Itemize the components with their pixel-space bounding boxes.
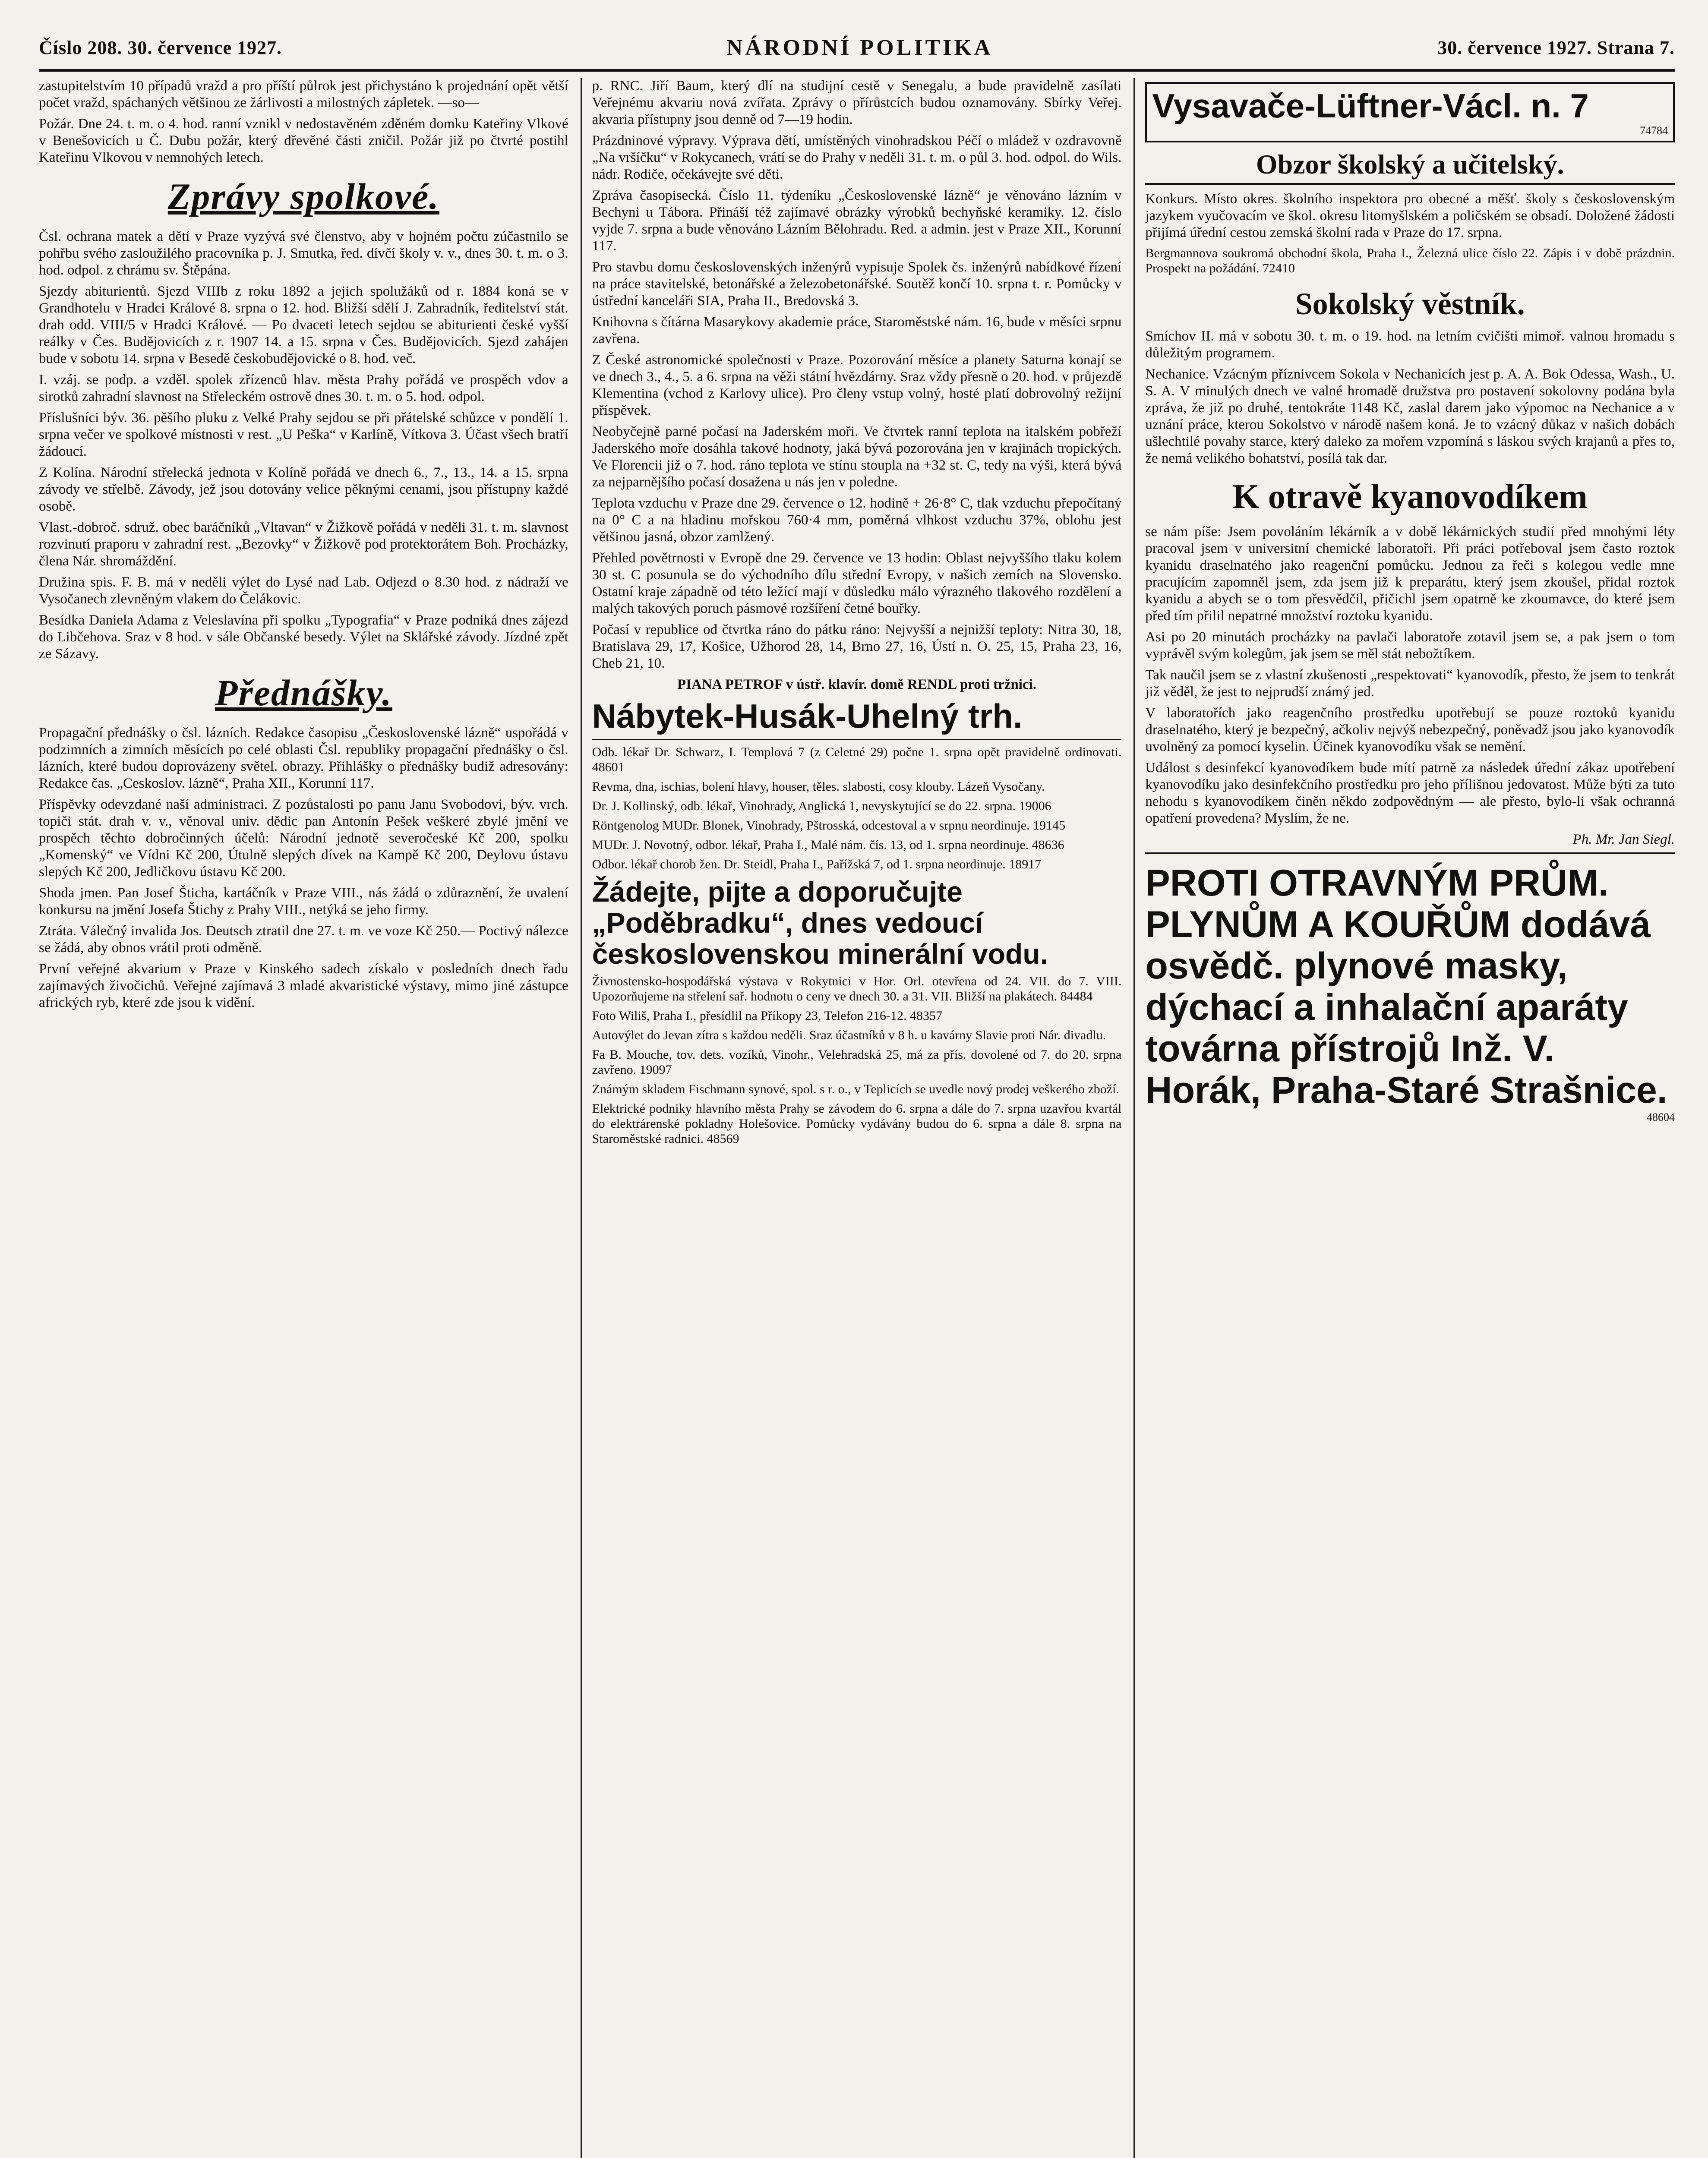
kyan-paragraph: Asi po 20 minutách procházky na pavlači laboratoře zotavil jsem se, a pak jsem o tom vyprávěl svým kolegům, jak jsem se měl stát nebožtíkem. (1145, 629, 1675, 662)
news-item: Neobyčejně parné počasí na Jaderském moři. Ve čtvrtek ranní teplota na italském pobřeží Jaderského moře dosáhla takové hodnoty, jaká bývá pozorována jen v krajinách tropických. Ve Florencii již o 7. hod. ráno teplota ve stínu stoupla na +32 st. C, tedy na výši, která bývá za nejparnějšího počasí dosažena u nás jen v poledne. (592, 424, 1122, 490)
newspaper-title: NÁRODNÍ POLITIKA (726, 35, 993, 60)
podebradka-ad: Žádejte, pijte a doporučujte „Poděbradku“, dnes vedoucí československou minerální vodu. (592, 876, 1048, 970)
article-signature: Ph. Mr. Jan Siegl. (1572, 832, 1675, 847)
notice: Revma, dna, ischias, bolení hlavy, houser, těles. slabosti, cosy klouby. Lázeň Vysočany. (592, 779, 1045, 794)
section-title-spolkove: Zprávy spolkové. (167, 176, 439, 217)
issue-info: Číslo 208. 30. července 1927. (39, 37, 282, 58)
obzor-title: Obzor školský a učitelský. (1145, 148, 1675, 185)
news-item: Družina spis. F. B. má v neděli výlet do Lysé nad Lab. Odjezd o 8.30 hod. z nádraží ve Vysočanech zlevněným vlakem do Čelákovic. (39, 574, 568, 607)
news-item: Sjezdy abiturientů. Sjezd VIIIb z roku 1892 a jejich spolužáků od r. 1884 koná se v Grandhotelu v Hradci Králové 8. srpna o 12. hod. Bližší sdělí J. Zahradník, ředitelství stát. drah odd. VIII/5 v Hradci Králové. — Po dvaceti letech sejdou se abiturienti české vyšší reálky v Čes. Budějovicích z r. 1907 14. a 15. srpna v Čes. Budějovicích. Sjezd zahájen bude v sobotu 14. srpna v Besedě českobudějovické o 8. hod. več. (39, 284, 568, 366)
masthead (39, 26, 1675, 72)
newspaper-page (39, 26, 1675, 2158)
notice: MUDr. J. Novotný, odbor. lékař, Praha I., Malé nám. čís. 13, od 1. srpna neordinuje. 48636 (592, 838, 1064, 852)
kyan-paragraph: Událost s desinfekcí kyanovodíkem bude mítí patrně za následek úřední zákaz upotřebení kyanovodíku jako desinfekčního prostředku pro jeho přílišnou jedovatost. Může býti za tuto nehodu s kyanovodíkem činěn někdo zodpovědným — ale přesto, bylo-li však ochranná opatření provedena? Myslím, že ne. (1145, 760, 1675, 826)
news-item: I. vzáj. se podp. a vzděl. spolek zřízenců hlav. města Prahy pořádá ve prospěch vdov a sirotků zahradní slavnost na Střeleckém ostrově dnes 30. t. m. o 5. hod. odpol. (39, 372, 568, 404)
divider (1145, 852, 1675, 854)
notice: Známým skladem Fischmann synové, spol. s r. o., v Teplicích se uvedle nový prodej veškerého zboží. (592, 1082, 1119, 1096)
kyanovodik-title: K otravě kyanovodíkem (1232, 478, 1588, 516)
news-item: Pro stavbu domu československých inženýrů vypisuje Spolek čs. inženýrů nabídkové řízení na práce stavitelské, betonářské a železobetonářské. Soutěž končí 10. srpna t. r. Pomůcky v ústřední kanceláři SIA, Praha II., Bredovská 3. (592, 259, 1122, 309)
news-item: Přehled povětrnosti v Evropě dne 29. července ve 13 hodin: Oblast nejvyššího tlaku kolem 30 st. C posunula se do východního dílu střední Evropy, v našich zemích na Slovensko. Ostatní kraje západně od této ležící mají v důsledku málo výrazného tlakového rozdělení a malých takových poruch pásmové rozšíření četné bouřky. (592, 550, 1122, 616)
vestnik-item: Smíchov II. má v sobotu 30. t. m. o 19. hod. na letním cvičišti mimoř. valnou hromadu s důležitým programem. (1145, 328, 1675, 361)
column-3 (1133, 78, 1675, 2158)
news-item: p. RNC. Jiří Baum, který dlí na studijní cestě v Senegalu, a bude pravidelně zasílati Veřejnému akvariu nová zvířata. Zprávy o přírůstcích budou oznamovány. Sbírky Veřej. akvaria přístupny jsou denně od 7—19 hodin. (592, 78, 1122, 127)
ad-number: 48604 (1647, 1111, 1675, 1123)
notice: Fa B. Mouche, tov. dets. vozíků, Vinohr., Velehradská 25, má za přís. dovolené od 7. do 20. srpna zavřeno. 19097 (592, 1047, 1122, 1077)
pozar-paragraph: Požár. Dne 24. t. m. o 4. hod. ranní vznikl v nedostavěném zděném domku Kateřiny Vlkové v Benešovicích u Č. Dubu požár, který dřevěné části zničil. Požár již po čtvrté postihl Kateřinu Vlkovou v nemnohých letech. (39, 116, 568, 165)
notice: Odb. lékař Dr. Schwarz, I. Templová 7 (z Celetné 29) počne 1. srpna opět pravidelně ordinovati. 48601 (592, 745, 1122, 774)
column-2 (581, 78, 1122, 2158)
news-item: Z Kolína. Národní střelecká jednota v Kolíně pořádá ve dnech 6., 7., 13., 14. a 15. srpna závody ve střelbě. Závody, jež jsou dotovány velice pěknými cenami, jsou přístupny každé osobě. (39, 465, 568, 514)
news-item: Příspěvky odevzdané naší administraci. Z pozůstalosti po panu Janu Svobodovi, býv. vrch. topiči stát. drah v. v., věnoval univ. dědic pan Antonín Pešek veškeré zbylé jmění ve prospěch těchto dobročinných účelů: Národní jednotě severočeské Kč 200, spolku „Komenský“ ve Vídni Kč 200, Útulně slepých dívek na Kampě Kč 200, Deylovu ústavu slepých Kč 200, Jedličkovu ústavu Kč 200. (39, 797, 568, 880)
news-item: Počasí v republice od čtvrtka ráno do pátku ráno: Nejvyšší a nejnižší teploty: Nitra 30, 18, Bratislava 29, 17, Košice, Užhorod 28, 14, Brno 27, 16, Ústí n. O. 25, 15, Praha 23, 16, Cheb 21, 10. (592, 622, 1122, 671)
news-item: Z České astronomické společnosti v Praze. Pozorování měsíce a planety Saturna konají se ve dnech 3., 4., 5. a 6. srpna na věži státní hvězdárny. Sraz vždy přesně o 20. hod. v průjezdě Klementina (vchod z Karlovy ulice). Pro členy vstup volný, hosté platí dobrovolný režijní příspěvek. (592, 352, 1122, 418)
konkurs-notice: Konkurs. Místo okres. školního inspektora pro obecné a měšť. školy s československým jazykem vyučovacím ve škol. okresu litomyšlském a poličském se obsadí. Doložené žádosti přijímá úřední cestou zemská školní rada v Praze do 17. srpna. (1145, 191, 1675, 240)
news-item: Propagační přednášky o čsl. lázních. Redakce časopisu „Československé lázně“ uspořádá v podzimních a zimních měsících po celé oblasti Čsl. republiky propagační přednášky o čsl. lázních, které budou doprovázeny světel. obrazy. Přihlášky o přednášky budiž adresovány: Redakce čas. „Ceskoslov. lázně“, Praha XII., Korunní 117. (39, 725, 568, 791)
intro-paragraph: zastupitelstvím 10 případů vražd a pro příští půlrok jest přichystáno k projednání opět větší počet vražd, spáchaných většinou ze žárlivosti a milostných zápletek. —so— (39, 78, 568, 110)
notice: Elektrické podniky hlavního města Prahy se závodem do 6. srpna a dále do 7. srpna uzavřou kvartál do elektrárenské pokladny Holešovice. Pomůcky vydávány budou do 6. srpna a dále 8. srpna na Staroměstské radnici. 48569 (592, 1101, 1122, 1146)
vysavace-ad (1145, 82, 1675, 142)
notice: Röntgenolog MUDr. Blonek, Vinohrady, Pštrosská, odcestoval a v srpnu neordinuje. 19145 (592, 818, 1066, 833)
piano-ad: PIANA PETROF v ústř. klavír. domě RENDL proti tržnici. (677, 677, 1037, 692)
sokolsky-vestnik-title: Sokolský věstník. (1295, 287, 1525, 321)
news-item: Vlast.-dobroč. sdruž. obec baráčníků „Vltavan“ v Žižkově pořádá v neděli 31. t. m. slavnost rozvinutí praporu v zahradní rest. „Bezovky“ v Žižkově pod protektorátem Boh. Procházky, člena Nár. shromáždění. (39, 520, 568, 569)
news-item: Čsl. ochrana matek a dětí v Praze vyzývá své členstvo, aby v hojném počtu zúčastnilo se pohřbu svého zasloužilého pracovníka p. J. Smutka, řed. dívčí školy v. v., dnes 30. t. m. o 3. hod. odpol. z chrámu sv. Štěpána. (39, 229, 568, 278)
obchodni-skola-notice: Bergmannova soukromá obchodní škola, Praha I., Železná ulice číslo 22. Zápis i v době prázdnin. Prospekt na požádání. 72410 (1145, 246, 1675, 275)
vestnik-item: Nechanice. Vzácným příznivcem Sokola v Nechanicích jest p. A. A. Bok Odessa, Wash., U. S. A. V minulých dnech ve valné hromadě družstva pro postavení sokolovny podána byla zpráva, že již po druhé, tentokráte 1148 Kč, zaslal darem jako výpomoc na Nechanice a v uznání práce, kterou Sokolstvo v národě našem koná. Je to vzácný důkaz v našich dobách ušlechtilé povahy starce, který daleko za mořem vzpomíná s láskou svých krajanů a přes to, že nemá velikého bohatství, posílá tak dar. (1145, 366, 1675, 466)
husak-ad: Nábytek-Husák-Uhelný trh. (592, 697, 1023, 735)
news-item: Ztráta. Válečný invalida Jos. Deutsch ztratil dne 27. t. m. ve voze Kč 250.— Poctivý nálezce se žádá, aby obnos vrátil proti odměně. (39, 923, 568, 956)
news-item: Zpráva časopisecká. Číslo 11. týdeníku „Československé lázně“ je věnováno lázním v Bechyni u Tábora. Přináší též zajímavé obrázky výrobků bechyňské keramiky. 12. číslo vyjde 7. srpna a bude věnováno Lázním Bělohradu. Red. a admin. jest v Praze XII., Korunní 117. (592, 188, 1122, 254)
columns (39, 78, 1675, 2158)
notice: Foto Wiliš, Praha I., přesídlil na Příkopy 23, Telefon 216-12. 48357 (592, 1009, 943, 1023)
notice: Živnostensko-hospodářská výstava v Rokytnici v Hor. Orl. otevřena od 24. VII. do 7. VIII. Upozorňujeme na střelení sař. hodnotu o ceny ve dnech 30. a 31. VII. Bližší na plakátech. 84484 (592, 974, 1122, 1003)
page-info: 30. července 1927. Strana 7. (1437, 37, 1675, 58)
kyan-paragraph: se nám píše: Jsem povoláním lékárník a v době lékárnických studií před mnohými léty pracoval jsem v universitní chemické laboratoři. Při práci potřeboval jsem často roztok kyanidu draselnatého jako reagenční pomůcku. Jednou za řeči s kolegou vedle mne pracujícím zapomněl jsem, zda jsem již k preparátu, který jsem zkoušel, přidal roztok kyanidu a abych se o tom přesvědčil, přičichl jsem opatrně ke zkoumavce, do které jsem před tím přilil nepatrné množství roztoku kyanidu. (1145, 524, 1675, 624)
ad-number: 74784 (1640, 124, 1668, 137)
section-title-prednasky: Přednášky. (215, 672, 392, 713)
news-item: Besídka Daniela Adama z Veleslavína při spolku „Typografia“ v Praze podniká dnes zájezd do Libčehova. Sraz v 8 hod. v sále Občanské besedy. Výlet na Sklářské závody. Jízdné zpět ze Sázavy. (39, 612, 568, 662)
vysavace-ad-title: Vysavače-Lüftner-Václ. n. 7 (1152, 87, 1589, 125)
news-item: Shoda jmen. Pan Josef Šticha, kartáčník v Praze VIII., nás žádá o zdůraznění, že uvalení konkursu na jmění Josefa Štichy z Prahy VIII., netýká se jeho firmy. (39, 885, 568, 918)
news-item: První veřejné akvarium v Praze v Kinského sadech získalo v posledních dnech řadu zajímavých živočichů. Veřejné zajímavá 3 mladé akvaristické výstavy, mimo jiné zástupce afrických ryb, které zde jsou k vidění. (39, 961, 568, 1010)
news-item: Příslušníci býv. 36. pěšího pluku z Velké Prahy sejdou se při přátelské schůzce v pondělí 1. srpna večer ve spolkové místnosti v rest. „U Peška“ v Karlíně, Vítkova 3. Účast všech bratří žádoucí. (39, 410, 568, 459)
kyan-paragraph: V laboratořích jako reagenčního prostředku upotřebují se pouze roztoků kyanidu draselnatého, který je bezpečný, ačkoliv nejvýš nebezpečný, poněvadž jsou jako kyanovodík uvolněný za pomocí kyselin. Účinek kyanovodíku však se nemění. (1145, 705, 1675, 754)
news-item: Teplota vzduchu v Praze dne 29. července o 12. hodině + 26·8° C, tlak vzduchu přepočítaný na 0° C a na hladinu mořskou 760·4 mm, poměrná vlhkost vzduchu 37%, oblohu jest většinou jasná, obzor zamlžený. (592, 495, 1122, 545)
gas-mask-ad: PROTI OTRAVNÝM PRŮM. PLYNŮM A KOUŘŮM dodává osvědč. plynové masky, dýchací a inhalační aparáty továrna přístrojů Inž. V. Horák, Praha-Staré Strašnice. (1145, 862, 1667, 1111)
notice: Autovýlet do Jevan zítra s každou neděli. Sraz účastníků v 8 h. u kavárny Slavie proti Nár. divadlu. (592, 1028, 1106, 1042)
column-1 (39, 78, 568, 2158)
notice: Odbor. lékař chorob žen. Dr. Steidl, Praha I., Pařížská 7, od 1. srpna neordinuje. 18917 (592, 857, 1042, 871)
kyan-paragraph: Tak naučil jsem se z vlastní zkušenosti „respektovati“ kyanovodík, přesto, že jsem to tenkrát již věděl, že jest to nejprudší známý jed. (1145, 667, 1675, 700)
news-item: Prázdninové výpravy. Výprava dětí, umístěných vinohradskou Péčí o mládež v ozdravovně „Na vršíčku“ v Rokycanech, vrátí se do Prahy v neděli 31. t. m. o půl 3. hod. odpol. do Wils. nádr. Rodiče, očekávejte své děti. (592, 133, 1122, 182)
news-item: Knihovna s čítárna Masarykovy akademie práce, Staroměstské nám. 16, bude v měsíci srpnu zavřena. (592, 314, 1122, 347)
divider (592, 739, 1122, 740)
notice: Dr. J. Kollinský, odb. lékař, Vinohrady, Anglická 1, nevyskytující se do 22. srpna. 19006 (592, 799, 1051, 813)
